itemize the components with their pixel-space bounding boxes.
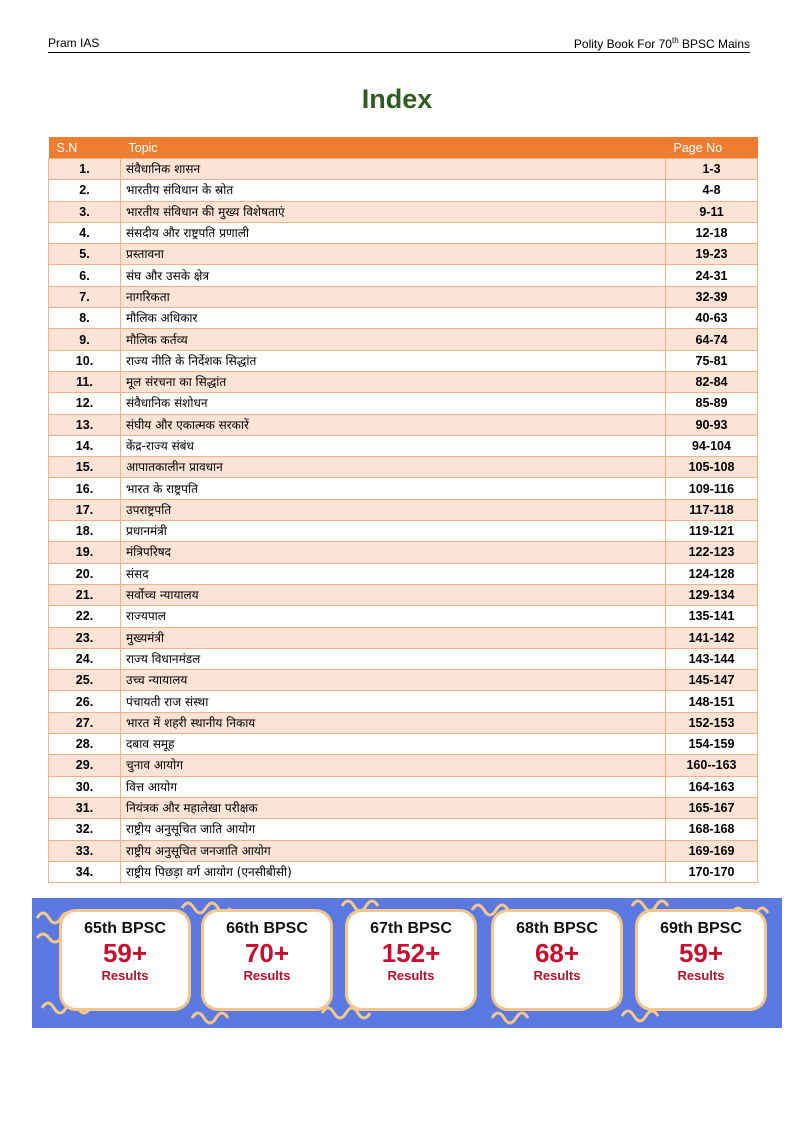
cell-topic: संवैधानिक संशोधन [121,393,666,414]
cell-page: 168-168 [666,819,758,840]
cell-page: 94-104 [666,435,758,456]
cell-topic: भारत में शहरी स्थानीय निकाय [121,712,666,733]
cell-sn: 7. [49,286,121,307]
cell-topic: भारतीय संविधान के स्रोत [121,180,666,201]
header-sn: S.N [49,137,121,159]
cell-topic: राज्य विधानमंडल [121,648,666,669]
cell-sn: 33. [49,840,121,861]
cell-sn: 21. [49,584,121,605]
cell-page: 170-170 [666,861,758,882]
table-row [49,180,758,201]
cell-sn: 5. [49,244,121,265]
results-banner [32,898,782,1028]
cell-topic: उच्च न्यायालय [121,670,666,691]
card-label: Results [533,968,581,983]
cell-page: 85-89 [666,393,758,414]
table-row [49,627,758,648]
cell-sn: 13. [49,414,121,435]
result-card [494,912,620,1008]
table-row [49,797,758,818]
table-row [49,734,758,755]
cell-topic: राज्य नीति के निर्देशक सिद्धांत [121,350,666,371]
card-count: 59+ [678,938,724,968]
table-row [49,201,758,222]
cell-sn: 28. [49,734,121,755]
cell-topic: मंत्रिपरिषद [121,542,666,563]
cell-page: 82-84 [666,371,758,392]
cell-sn: 8. [49,308,121,329]
cell-page: 141-142 [666,627,758,648]
table-row [49,755,758,776]
card-year: 65th BPSC [84,920,166,937]
table-row [49,840,758,861]
cell-topic: राज्यपाल [121,606,666,627]
cell-page: 124-128 [666,563,758,584]
table-row [49,393,758,414]
cell-topic: संसद [121,563,666,584]
cell-page: 109-116 [666,478,758,499]
cell-topic: संसदीय और राष्ट्रपति प्रणाली [121,222,666,243]
cell-topic: दबाव समूह [121,734,666,755]
cell-topic: भारत के राष्ट्रपति [121,478,666,499]
cell-topic: मूल संरचना का सिद्धांत [121,371,666,392]
table-row [49,478,758,499]
cell-topic: सर्वोच्च न्यायालय [121,584,666,605]
cell-topic: उपराष्ट्रपति [121,499,666,520]
cell-topic: राष्ट्रीय अनुसूचित जाति आयोग [121,819,666,840]
cell-sn: 29. [49,755,121,776]
cell-sn: 22. [49,606,121,627]
cell-sn: 12. [49,393,121,414]
cell-page: 64-74 [666,329,758,350]
cell-sn: 10. [49,350,121,371]
cell-topic: संघीय और एकात्मक सरकारें [121,414,666,435]
table-row [49,648,758,669]
cell-page: 122-123 [666,542,758,563]
cell-page: 40-63 [666,308,758,329]
cell-sn: 25. [49,670,121,691]
cell-sn: 11. [49,371,121,392]
cell-page: 154-159 [666,734,758,755]
cell-sn: 18. [49,521,121,542]
cell-sn: 34. [49,861,121,882]
cell-topic: मौलिक अधिकार [121,308,666,329]
table-row [49,350,758,371]
header-book-title-sup: th [671,36,679,45]
cell-sn: 19. [49,542,121,563]
cell-sn: 30. [49,776,121,797]
table-row [49,819,758,840]
index-table-body [49,159,758,883]
cell-topic: प्रस्तावना [121,244,666,265]
table-row [49,563,758,584]
cell-page: 165-167 [666,797,758,818]
cell-page: 129-134 [666,584,758,605]
cell-topic: आपातकालीन प्रावधान [121,457,666,478]
result-card [638,912,764,1008]
table-row [49,712,758,733]
result-card [204,912,330,1008]
table-row [49,584,758,605]
cell-sn: 14. [49,435,121,456]
cell-sn: 4. [49,222,121,243]
table-row [49,329,758,350]
cell-page: 1-3 [666,159,758,180]
index-table-header [49,137,758,159]
table-row [49,606,758,627]
table-row [49,414,758,435]
cell-page: 145-147 [666,670,758,691]
table-row [49,286,758,307]
card-label: Results [101,968,149,983]
cell-sn: 16. [49,478,121,499]
cell-page: 75-81 [666,350,758,371]
cell-topic: पंचायती राज संस्था [121,691,666,712]
cell-topic: संघ और उसके क्षेत्र [121,265,666,286]
cell-page: 12-18 [666,222,758,243]
header-topic: Topic [121,137,666,159]
table-row [49,244,758,265]
cell-topic: संवैधानिक शासन [121,159,666,180]
table-row [49,499,758,520]
cell-page: 169-169 [666,840,758,861]
cell-sn: 32. [49,819,121,840]
cell-sn: 26. [49,691,121,712]
card-year: 68th BPSC [516,920,598,937]
cell-sn: 31. [49,797,121,818]
cell-topic: नियंत्रक और महालेखा परीक्षक [121,797,666,818]
cell-page: 119-121 [666,521,758,542]
cell-sn: 24. [49,648,121,669]
cell-topic: राष्ट्रीय पिछड़ा वर्ग आयोग (एनसीबीसी) [121,861,666,882]
table-row [49,691,758,712]
cell-topic: वित्त आयोग [121,776,666,797]
cell-sn: 27. [49,712,121,733]
cell-sn: 9. [49,329,121,350]
table-row [49,435,758,456]
header-book-title-text: Polity Book For 70 [573,37,672,51]
table-row [49,308,758,329]
header-book-title-suffix: BPSC Mains [678,37,750,51]
cell-topic: मुख्यमंत्री [121,627,666,648]
cell-page: 164-163 [666,776,758,797]
card-label: Results [243,968,291,983]
cell-page: 24-31 [666,265,758,286]
header-page: Page No [666,137,758,159]
page-header [48,34,750,53]
table-row [49,265,758,286]
cell-sn: 15. [49,457,121,478]
card-count: 59+ [102,938,148,968]
cell-page: 90-93 [666,414,758,435]
page-title: Index [361,84,433,114]
table-row [49,159,758,180]
cell-sn: 2. [49,180,121,201]
cell-page: 152-153 [666,712,758,733]
cell-topic: प्रधानमंत्री [121,521,666,542]
cell-sn: 1. [49,159,121,180]
cell-topic: नागरिकता [121,286,666,307]
cell-topic: भारतीय संविधान की मुख्य विशेषताएं [121,201,666,222]
cell-page: 160--163 [666,755,758,776]
cell-page: 105-108 [666,457,758,478]
header-book-title [574,36,750,51]
card-label: Results [387,968,435,983]
card-count: 152+ [381,938,441,968]
card-year: 67th BPSC [370,920,452,937]
card-year: 66th BPSC [226,920,308,937]
index-table [48,137,758,883]
card-label: Results [677,968,725,983]
table-row [49,521,758,542]
header-brand: Pram IAS [48,36,100,50]
cell-sn: 17. [49,499,121,520]
cell-page: 19-23 [666,244,758,265]
table-row [49,861,758,882]
cell-sn: 3. [49,201,121,222]
table-row [49,222,758,243]
cell-topic: चुनाव आयोग [121,755,666,776]
card-count: 68+ [534,938,580,968]
table-row [49,776,758,797]
table-row [49,371,758,392]
table-row [49,542,758,563]
card-count: 70+ [244,938,290,968]
cell-page: 143-144 [666,648,758,669]
cell-topic: मौलिक कर्तव्य [121,329,666,350]
result-card [348,912,474,1008]
result-card [62,912,188,1008]
cell-sn: 6. [49,265,121,286]
cell-page: 4-8 [666,180,758,201]
cell-topic: केंद्र-राज्य संबंध [121,435,666,456]
cell-sn: 20. [49,563,121,584]
cell-topic: राष्ट्रीय अनुसूचित जनजाति आयोग [121,840,666,861]
cell-sn: 23. [49,627,121,648]
cell-page: 9-11 [666,201,758,222]
cell-page: 148-151 [666,691,758,712]
table-row [49,670,758,691]
table-row [49,457,758,478]
cell-page: 135-141 [666,606,758,627]
cell-page: 117-118 [666,499,758,520]
card-year: 69th BPSC [660,920,742,937]
cell-page: 32-39 [666,286,758,307]
